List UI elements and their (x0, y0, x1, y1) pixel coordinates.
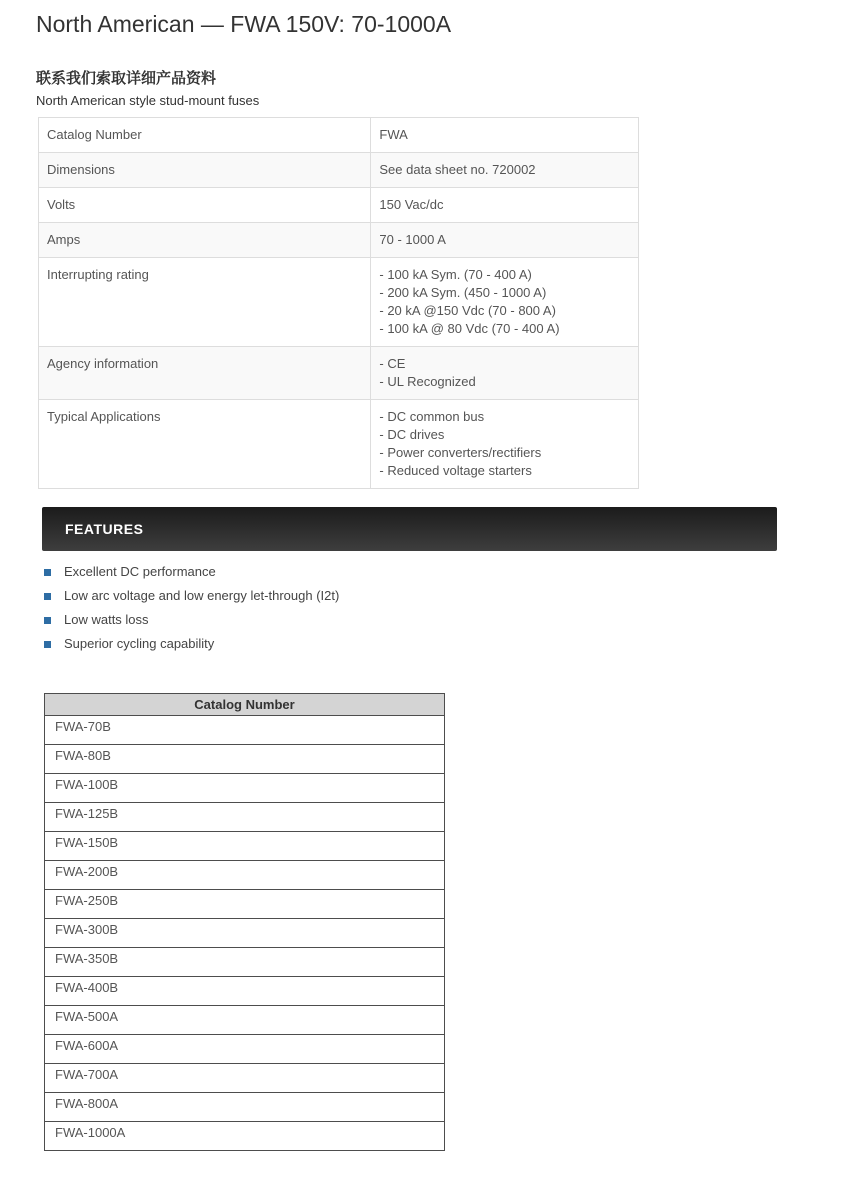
bullet-square-icon (44, 641, 51, 648)
features-list (44, 565, 867, 651)
spec-value: - 100 kA Sym. (70 - 400 A) - 200 kA Sym. (450 - 1000 A) - 20 kA @150 Vdc (70 - 800 A) - 100 kA @ 80 Vdc (70 - 400 A) (371, 258, 639, 347)
spec-value: FWA (371, 118, 639, 153)
catalog-number-cell: FWA-350B (45, 948, 445, 977)
catalog-row (45, 1093, 445, 1122)
spec-value: See data sheet no. 720002 (371, 153, 639, 188)
catalog-row (45, 774, 445, 803)
catalog-row (45, 1122, 445, 1151)
catalog-row (45, 1064, 445, 1093)
catalog-number-cell: FWA-300B (45, 919, 445, 948)
catalog-number-cell: FWA-80B (45, 745, 445, 774)
feature-item (44, 637, 867, 651)
features-heading-label: FEATURES (65, 521, 144, 537)
feature-item (44, 565, 867, 579)
spec-row (39, 223, 639, 258)
page-title: North American — FWA 150V: 70-1000A (36, 11, 452, 37)
catalog-row (45, 716, 445, 745)
bullet-square-icon (44, 593, 51, 600)
catalog-number-cell: FWA-1000A (45, 1122, 445, 1151)
spec-row (39, 188, 639, 223)
catalog-row (45, 745, 445, 774)
catalog-number-cell: FWA-150B (45, 832, 445, 861)
product-subtitle: North American style stud-mount fuses (36, 93, 260, 108)
spec-row (39, 118, 639, 153)
catalog-number-cell: FWA-70B (45, 716, 445, 745)
spec-label: Interrupting rating (39, 258, 371, 347)
catalog-number-cell: FWA-100B (45, 774, 445, 803)
spec-row (39, 347, 639, 400)
catalog-row (45, 803, 445, 832)
spec-table (38, 117, 639, 489)
catalog-row (45, 890, 445, 919)
catalog-row (45, 861, 445, 890)
catalog-number-cell: FWA-200B (45, 861, 445, 890)
spec-value: - CE - UL Recognized (371, 347, 639, 400)
bullet-square-icon (44, 569, 51, 576)
catalog-number-cell: FWA-800A (45, 1093, 445, 1122)
catalog-header-row (45, 694, 445, 716)
catalog-row (45, 977, 445, 1006)
feature-text: Superior cycling capability (64, 636, 215, 651)
spec-label: Dimensions (39, 153, 371, 188)
spec-label: Amps (39, 223, 371, 258)
bullet-square-icon (44, 617, 51, 624)
spec-value: 70 - 1000 A (371, 223, 639, 258)
catalog-row (45, 948, 445, 977)
catalog-number-cell: FWA-500A (45, 1006, 445, 1035)
spec-value: - DC common bus - DC drives - Power converters/rectifiers - Reduced voltage starters (371, 400, 639, 489)
catalog-number-cell: FWA-700A (45, 1064, 445, 1093)
feature-text: Low arc voltage and low energy let-through (I2t) (64, 588, 340, 603)
spec-label: Typical Applications (39, 400, 371, 489)
feature-text: Excellent DC performance (64, 564, 216, 579)
feature-item (44, 613, 867, 627)
catalog-number-cell: FWA-600A (45, 1035, 445, 1064)
spec-row (39, 258, 639, 347)
catalog-number-cell: FWA-400B (45, 977, 445, 1006)
contact-heading: 联系我们索取详细产品资料 (36, 70, 217, 87)
features-header-bar (42, 507, 777, 551)
spec-row (39, 153, 639, 188)
catalog-row (45, 1006, 445, 1035)
catalog-header: Catalog Number (45, 694, 445, 716)
catalog-table (44, 693, 445, 1151)
catalog-number-cell: FWA-250B (45, 890, 445, 919)
catalog-row (45, 1035, 445, 1064)
spec-label: Volts (39, 188, 371, 223)
spec-row (39, 400, 639, 489)
catalog-row (45, 919, 445, 948)
spec-label: Agency information (39, 347, 371, 400)
catalog-row (45, 832, 445, 861)
catalog-number-cell: FWA-125B (45, 803, 445, 832)
spec-label: Catalog Number (39, 118, 371, 153)
feature-item (44, 589, 867, 603)
feature-text: Low watts loss (64, 612, 149, 627)
spec-value: 150 Vac/dc (371, 188, 639, 223)
